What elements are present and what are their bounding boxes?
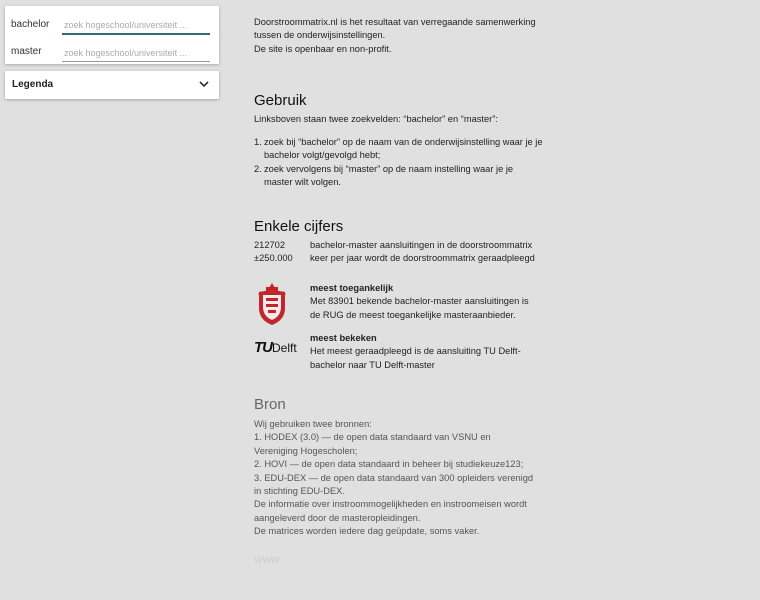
bekeken-title: meest bekeken [310, 333, 377, 343]
bekeken-text [310, 332, 540, 372]
bron-line: De informatie over instroommogelijkheden en instroomeisen wordt aangeleverd door de masteropleidingen. [254, 499, 527, 523]
intro-line: Doorstroommatrix.nl is het resultaat van verregaande samenwerking [254, 17, 536, 27]
bachelor-label: bachelor [11, 19, 50, 30]
bron-line: 2. HOVI — de open data standaard in beheer bij studiekeuze123; [254, 459, 524, 470]
search-panel [5, 6, 219, 64]
legend-toggle[interactable] [5, 71, 219, 99]
intro-line: tussen de onderwijsinstellingen. [254, 30, 386, 41]
tudelft-logo-tu: TU [254, 339, 272, 356]
stat-desc: bachelor-master aansluitingen in de doorstroommatrix [310, 240, 533, 250]
master-label: master [11, 46, 42, 57]
stat-value: 212702 [254, 240, 286, 250]
toegankelijk-desc: Met 83901 bekende bachelor-master aansluitingen is de RUG de meest toegankelijke masteraanbieder. [310, 296, 529, 320]
tudelft-logo [254, 341, 297, 356]
bron-line: Wij gebruiken twee bronnen: [254, 419, 372, 429]
gebruik-heading: Gebruik [254, 92, 307, 109]
rug-logo-icon [254, 282, 290, 326]
list-item [254, 136, 544, 163]
stats-list [254, 239, 554, 266]
stat-desc: keer per jaar wordt de doorstroommatrix geraadpleegd [310, 253, 535, 264]
stat-row [254, 252, 554, 265]
stat-value: ±250.000 [254, 253, 293, 264]
toegankelijk-text [310, 282, 540, 322]
bron-line: 3. EDU-DEX — de open data standaard van 300 opleiders verenigd in stichting EDU-DEX. [254, 472, 534, 497]
bachelor-search-input[interactable] [62, 17, 210, 35]
tudelft-logo-delft: Delft [272, 341, 297, 355]
gebruik-intro: Linksboven staan twee zoekvelden: “bachelor” en “master”: [254, 114, 498, 124]
list-number: 2. [254, 163, 262, 174]
gebruik-list [254, 136, 544, 190]
bekeken-desc: Het meest geraadpleegd is de aansluiting TU Delft-bachelor naar TU Delft-master [310, 346, 521, 370]
list-text: zoek bij “bachelor” op de naam van de onderwijsinstelling waar je je bachelor volgt/gevolgd hebt; [264, 137, 543, 161]
intro-line: De site is openbaar en non-profit. [254, 43, 392, 54]
bron-text [254, 418, 534, 539]
list-number: 1. [254, 137, 262, 147]
faded-footer-text: WWW [254, 555, 280, 565]
cijfers-heading: Enkele cijfers [254, 218, 344, 235]
list-item [254, 163, 544, 190]
list-text: zoek vervolgens bij “master” op de naam instelling waar je je master wilt volgen. [264, 163, 514, 188]
bron-heading: Bron [254, 396, 286, 413]
master-search-input[interactable] [62, 44, 210, 62]
bron-line: 1. HODEX (3.0) — de open data standaard van VSNU en Vereniging Hogescholen; [254, 432, 491, 456]
bachelor-row [5, 17, 219, 37]
bron-line: De matrices worden iedere dag geüpdate, soms vaker. [254, 526, 480, 537]
chevron-down-icon [199, 80, 209, 88]
master-row [5, 44, 219, 64]
toegankelijk-title: meest toegankelijk [310, 283, 394, 293]
main-content [254, 16, 544, 565]
intro [254, 16, 544, 56]
legend-title: Legenda [12, 79, 54, 90]
stat-row [254, 239, 554, 252]
